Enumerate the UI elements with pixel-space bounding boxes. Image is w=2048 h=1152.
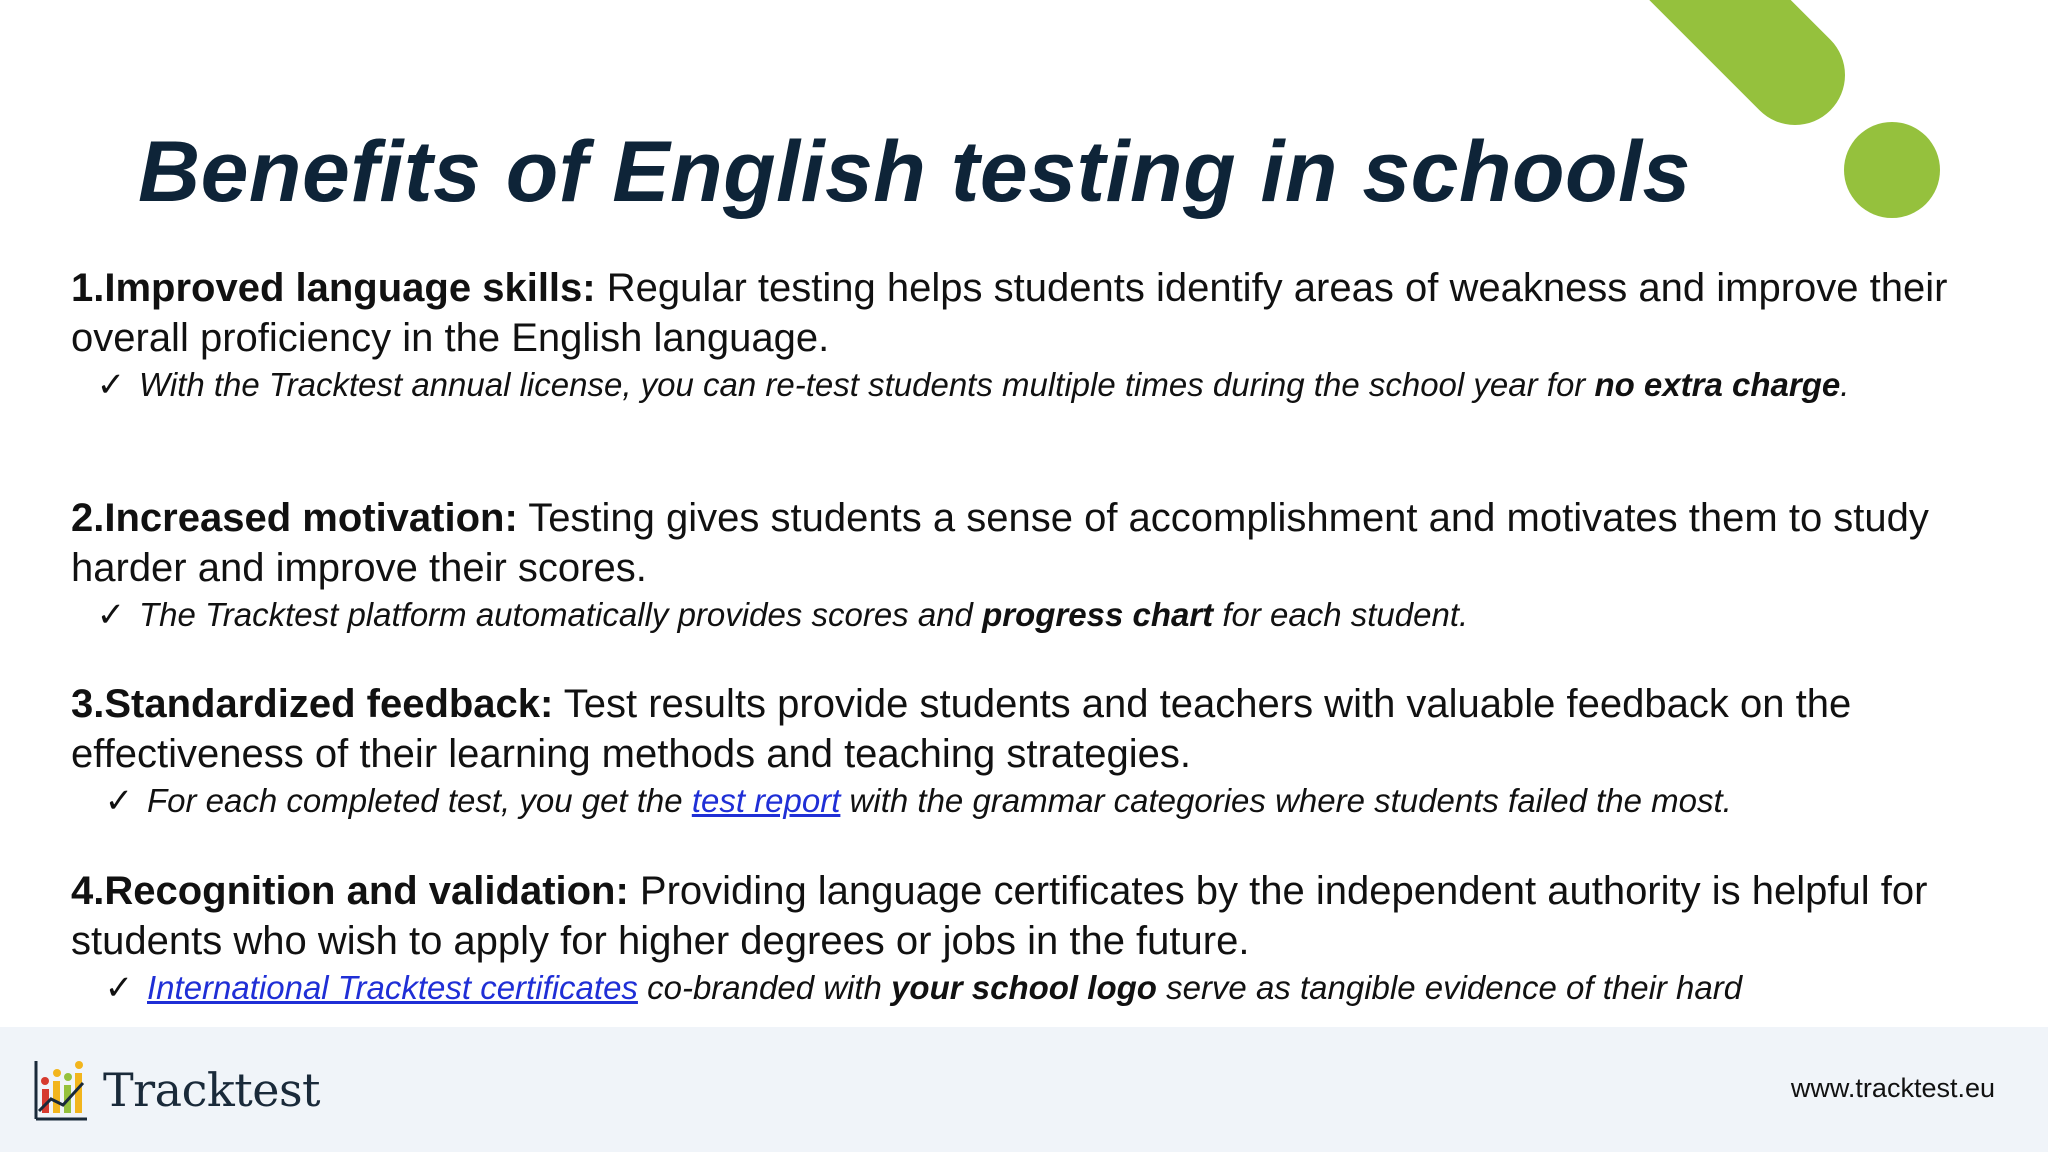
- check-icon: ✓: [96, 596, 126, 634]
- note-text: co-branded with: [637, 969, 892, 1006]
- check-icon: ✓: [104, 969, 134, 1007]
- benefit-text: [71, 679, 2011, 779]
- note-emphasis: no extra charge: [1594, 366, 1841, 403]
- logo-text: Tracktest: [103, 1063, 321, 1117]
- benefit-text: [71, 493, 2011, 593]
- check-icon: ✓: [96, 366, 126, 404]
- note-text-end: for each student.: [1213, 596, 1469, 633]
- benefit-text: [71, 263, 2011, 363]
- benefit-note: [71, 966, 2011, 1010]
- benefit-item-1: [71, 263, 2011, 407]
- note-text: The Tracktest platform automatically provides scores and: [139, 596, 983, 633]
- note-emphasis: progress chart: [982, 596, 1214, 633]
- green-diagonal-stripe: [1680, 0, 1795, 75]
- note-text: For each completed test, you get the: [147, 782, 692, 819]
- page-title: Benefits of English testing in schools: [138, 124, 1691, 220]
- benefit-note: [71, 779, 2011, 823]
- benefit-item-3: [71, 679, 2011, 823]
- benefit-text: [71, 866, 2011, 966]
- bar-chart-logo-icon: [33, 1059, 89, 1121]
- tracktest-logo[interactable]: [33, 1057, 320, 1123]
- note-text-end: with the grammar categories where students failed the most.: [840, 782, 1732, 819]
- benefit-heading: 2.Increased motivation:: [71, 496, 518, 540]
- benefit-item-2: [71, 493, 2011, 637]
- website-url[interactable]: www.tracktest.eu: [1790, 1073, 1995, 1103]
- check-icon: ✓: [104, 782, 134, 820]
- test-report-link[interactable]: test report: [691, 782, 841, 819]
- certificates-link[interactable]: International Tracktest certificates: [147, 969, 638, 1006]
- benefit-description: Regular testing helps students identify areas of weakness and improve their overall proficiency in the English language.: [71, 266, 1948, 360]
- benefit-item-4: [71, 866, 2011, 1010]
- benefit-description: Providing language certificates by the independent authority is helpful for students who wish to apply for higher degrees or jobs in the future.: [71, 869, 1928, 963]
- note-text-end: serve as tangible evidence of their hard: [1156, 969, 1743, 1006]
- benefit-heading: 4.Recognition and validation:: [71, 869, 629, 913]
- benefit-heading: 3.Standardized feedback:: [71, 682, 554, 726]
- benefit-description: Test results provide students and teachers with valuable feedback on the effectiveness of their learning methods and teaching strategies.: [71, 682, 1852, 776]
- benefit-note: [71, 363, 2011, 407]
- green-dot: [1844, 122, 1940, 218]
- note-emphasis: your school logo: [891, 969, 1157, 1006]
- note-text: With the Tracktest annual license, you can re-test students multiple times during the school year for: [139, 366, 1595, 403]
- benefit-heading: 1.Improved language skills:: [71, 266, 596, 310]
- footer-bar: [0, 1027, 2048, 1152]
- benefit-note: [71, 593, 2011, 637]
- benefit-description: Testing gives students a sense of accomplishment and motivates them to study harder and improve their scores.: [71, 496, 1929, 590]
- note-text-end: .: [1840, 366, 1850, 403]
